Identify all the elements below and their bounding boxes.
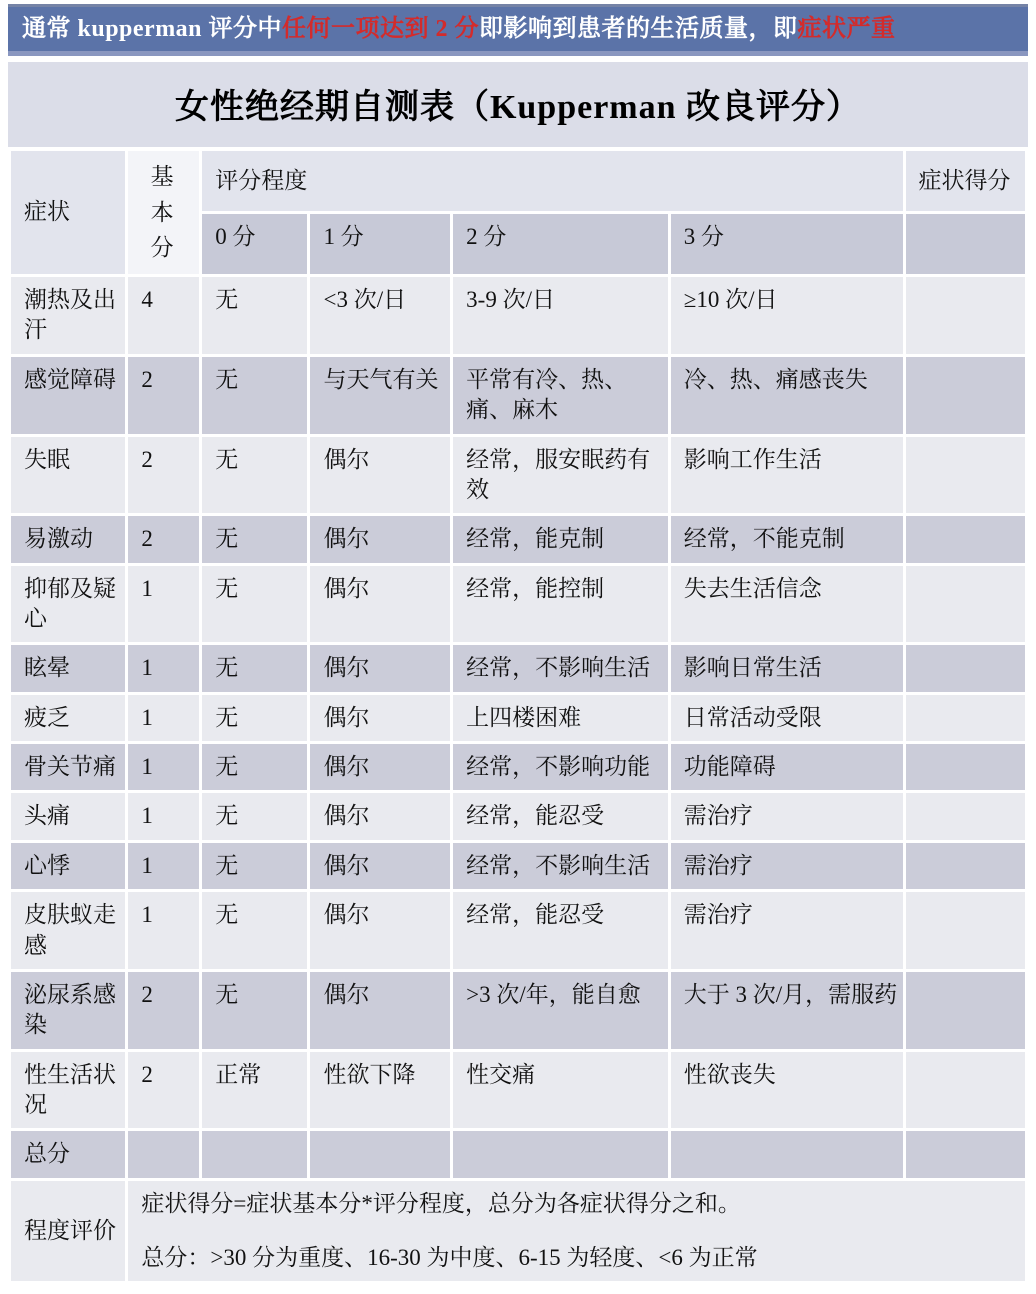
degree-0-cell: 无 [202, 566, 307, 643]
table-row [11, 843, 1025, 889]
degree-1-cell: 偶尔 [310, 437, 450, 514]
table-row [11, 437, 1025, 514]
degree-0-cell: 无 [202, 892, 307, 969]
degree-3-cell: 大于 3 次/月，需服药 [671, 972, 903, 1049]
total-label-cell: 总分 [11, 1131, 125, 1177]
empty-cell [310, 1131, 450, 1177]
base-score-cell: 1 [128, 744, 199, 790]
degree-0-cell: 无 [202, 744, 307, 790]
degree-3-cell: ≥10 次/日 [671, 277, 903, 354]
degree-level-0-header: 0 分 [202, 214, 307, 274]
table-row [11, 892, 1025, 969]
table-row [11, 972, 1025, 1049]
symptom-cell: 疲乏 [11, 695, 125, 741]
degree-2-cell: 经常，不影响生活 [453, 645, 668, 691]
table-row [11, 357, 1025, 434]
base-score-cell: 2 [128, 516, 199, 562]
base-score-cell: 1 [128, 892, 199, 969]
base-score-cell: 1 [128, 793, 199, 839]
degree-2-cell: 经常，不影响功能 [453, 744, 668, 790]
column-header-symptom: 症状 [11, 151, 125, 274]
degree-3-cell: 需治疗 [671, 843, 903, 889]
symptom-cell: 泌尿系感染 [11, 972, 125, 1049]
evaluation-grading-text: 总分：>30 分为重度、16-30 为中度、6-15 为轻度、<6 为正常 [141, 1245, 758, 1271]
degree-3-cell: 冷、热、痛感丧失 [671, 357, 903, 434]
banner-highlight-segment: 任何一项达到 2 分 [282, 16, 480, 42]
degree-2-cell: 经常，服安眠药有效 [453, 437, 668, 514]
degree-2-cell: 经常，能控制 [453, 566, 668, 643]
table-row [11, 1052, 1025, 1129]
table-row [11, 744, 1025, 790]
degree-2-cell: 经常，不影响生活 [453, 843, 668, 889]
symptom-score-cell [906, 1052, 1025, 1129]
table-row [11, 516, 1025, 562]
header-row-1 [11, 151, 1025, 211]
degree-2-cell: 经常，能忍受 [453, 793, 668, 839]
empty-cell [202, 1131, 307, 1177]
degree-1-cell: 偶尔 [310, 695, 450, 741]
empty-cell [453, 1131, 668, 1177]
degree-3-cell: 经常，不能克制 [671, 516, 903, 562]
table-row [11, 695, 1025, 741]
column-header-base-score [128, 151, 199, 274]
degree-1-cell: <3 次/日 [310, 277, 450, 354]
degree-0-cell: 无 [202, 972, 307, 1049]
table-row [11, 277, 1025, 354]
column-header-symptom-score: 症状得分 [906, 151, 1025, 211]
top-note-banner [8, 4, 1028, 56]
degree-2-cell: >3 次/年，能自愈 [453, 972, 668, 1049]
base-score-cell: 1 [128, 645, 199, 691]
degree-3-cell: 需治疗 [671, 892, 903, 969]
degree-0-cell: 无 [202, 695, 307, 741]
symptom-cell: 抑郁及疑心 [11, 566, 125, 643]
table-row [11, 645, 1025, 691]
degree-1-cell: 性欲下降 [310, 1052, 450, 1129]
base-score-cell: 1 [128, 843, 199, 889]
symptom-score-cell [906, 695, 1025, 741]
kupperman-score-table [8, 148, 1028, 1284]
degree-0-cell: 无 [202, 437, 307, 514]
degree-3-cell: 影响工作生活 [671, 437, 903, 514]
degree-3-cell: 功能障碍 [671, 744, 903, 790]
symptom-score-empty-header-cell [906, 214, 1025, 274]
degree-0-cell: 无 [202, 843, 307, 889]
evaluation-row [11, 1181, 1025, 1282]
degree-2-cell: 经常，能忍受 [453, 892, 668, 969]
degree-0-cell: 无 [202, 277, 307, 354]
symptom-cell: 失眠 [11, 437, 125, 514]
empty-cell [671, 1131, 903, 1177]
degree-level-1-header: 1 分 [310, 214, 450, 274]
base-score-vertical-label: 基本分 [150, 164, 174, 261]
degree-1-cell: 偶尔 [310, 744, 450, 790]
degree-1-cell: 偶尔 [310, 516, 450, 562]
degree-level-3-header: 3 分 [671, 214, 903, 274]
banner-highlight-segment: 症状严重 [797, 16, 896, 42]
column-header-degree: 评分程度 [202, 151, 902, 211]
degree-3-cell: 日常活动受限 [671, 695, 903, 741]
symptom-score-cell [906, 972, 1025, 1049]
symptom-cell: 骨关节痛 [11, 744, 125, 790]
symptom-rows [11, 277, 1025, 1128]
degree-3-cell: 性欲丧失 [671, 1052, 903, 1129]
evaluation-note-cell [128, 1181, 1025, 1282]
symptom-score-cell [906, 357, 1025, 434]
degree-2-cell: 经常，能克制 [453, 516, 668, 562]
symptom-cell: 头痛 [11, 793, 125, 839]
symptom-cell: 皮肤蚁走感 [11, 892, 125, 969]
degree-1-cell: 偶尔 [310, 645, 450, 691]
degree-2-cell: 上四楼困难 [453, 695, 668, 741]
degree-level-2-header: 2 分 [453, 214, 668, 274]
degree-2-cell: 性交痛 [453, 1052, 668, 1129]
degree-0-cell: 无 [202, 793, 307, 839]
symptom-cell: 感觉障碍 [11, 357, 125, 434]
degree-1-cell: 偶尔 [310, 972, 450, 1049]
empty-cell [128, 1131, 199, 1177]
symptom-score-cell [906, 793, 1025, 839]
symptom-cell: 性生活状况 [11, 1052, 125, 1129]
degree-2-cell: 平常有冷、热、痛、麻木 [453, 357, 668, 434]
symptom-cell: 易激动 [11, 516, 125, 562]
base-score-cell: 1 [128, 566, 199, 643]
empty-cell [906, 1131, 1025, 1177]
degree-0-cell: 无 [202, 516, 307, 562]
degree-1-cell: 偶尔 [310, 566, 450, 643]
symptom-score-cell [906, 892, 1025, 969]
symptom-cell: 眩晕 [11, 645, 125, 691]
symptom-score-cell [906, 277, 1025, 354]
degree-1-cell: 偶尔 [310, 892, 450, 969]
symptom-cell: 心悸 [11, 843, 125, 889]
base-score-cell: 2 [128, 357, 199, 434]
symptom-score-cell [906, 744, 1025, 790]
table-row [11, 793, 1025, 839]
degree-2-cell: 3-9 次/日 [453, 277, 668, 354]
base-score-cell: 2 [128, 437, 199, 514]
total-score-row [11, 1131, 1025, 1177]
degree-3-cell: 失去生活信念 [671, 566, 903, 643]
symptom-score-cell [906, 566, 1025, 643]
degree-1-cell: 与天气有关 [310, 357, 450, 434]
evaluation-label-cell: 程度评价 [11, 1181, 125, 1282]
degree-1-cell: 偶尔 [310, 793, 450, 839]
degree-0-cell: 正常 [202, 1052, 307, 1129]
banner-text-segment: 通常 kupperman 评分中 [22, 16, 283, 42]
base-score-cell: 1 [128, 695, 199, 741]
banner-text-segment: 即影响到患者的生活质量，即 [479, 16, 798, 42]
table-row [11, 566, 1025, 643]
symptom-score-cell [906, 437, 1025, 514]
degree-3-cell: 需治疗 [671, 793, 903, 839]
degree-1-cell: 偶尔 [310, 843, 450, 889]
degree-0-cell: 无 [202, 357, 307, 434]
degree-0-cell: 无 [202, 645, 307, 691]
base-score-cell: 2 [128, 1052, 199, 1129]
degree-3-cell: 影响日常生活 [671, 645, 903, 691]
base-score-cell: 2 [128, 972, 199, 1049]
symptom-cell: 潮热及出汗 [11, 277, 125, 354]
symptom-score-cell [906, 645, 1025, 691]
base-score-cell: 4 [128, 277, 199, 354]
symptom-score-cell [906, 843, 1025, 889]
page-title: 女性绝经期自测表（Kupperman 改良评分） [8, 62, 1028, 147]
symptom-score-cell [906, 516, 1025, 562]
evaluation-formula-text: 症状得分=症状基本分*评分程度，总分为各症状得分之和。 [141, 1190, 741, 1216]
